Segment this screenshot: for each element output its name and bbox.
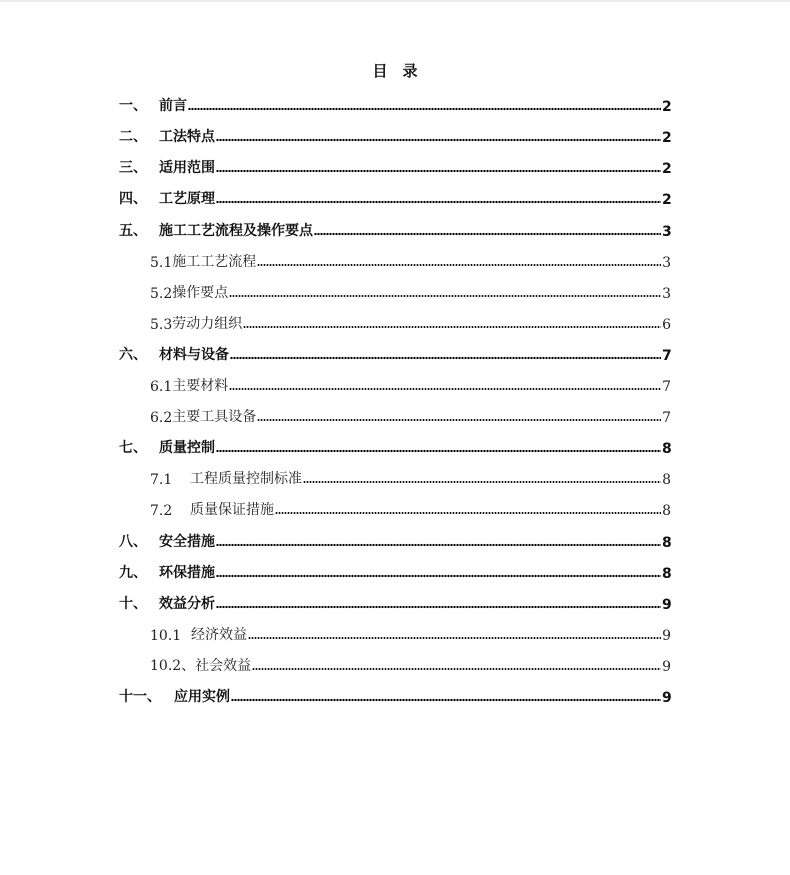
toc-entry-number: 一、 xyxy=(119,98,147,114)
toc-entry-number: 5.1 xyxy=(150,255,173,271)
toc-subentry[interactable] xyxy=(150,655,671,675)
top-border xyxy=(0,0,790,2)
dot-leader xyxy=(257,263,661,267)
toc-entry-page: 2 xyxy=(662,192,672,208)
toc-entry-number: 十一、 xyxy=(119,689,161,705)
toc-entry-title: 社会效益 xyxy=(195,658,252,674)
toc-entry-number: 6.1 xyxy=(150,379,173,395)
toc-entry-title: 工法特点 xyxy=(159,129,215,145)
toc-entry-page: 8 xyxy=(662,535,672,551)
toc-entry-number: 5.3 xyxy=(150,317,173,333)
dot-leader xyxy=(314,232,661,236)
toc-title: 目 录 xyxy=(372,62,418,80)
toc-entry-number: 10.2、 xyxy=(150,658,196,674)
toc-entry-title: 环保措施 xyxy=(159,565,215,581)
toc-entry[interactable] xyxy=(119,437,671,457)
toc-subentry[interactable] xyxy=(150,251,671,271)
toc-entry-title: 前言 xyxy=(159,98,187,114)
toc-entry-page: 2 xyxy=(662,99,672,115)
toc-entry-number: 八、 xyxy=(119,534,147,550)
toc-entry-title: 材料与设备 xyxy=(159,347,229,363)
toc-entry-title: 经济效益 xyxy=(191,627,247,643)
toc-subentry[interactable] xyxy=(150,282,671,302)
toc-entry-number: 七、 xyxy=(119,440,147,456)
dot-leader xyxy=(248,636,661,640)
dot-leader xyxy=(275,511,661,515)
toc-subentry[interactable] xyxy=(150,499,671,519)
dot-leader xyxy=(303,480,661,484)
dot-leader xyxy=(216,605,661,609)
toc-entry-number: 7.1 xyxy=(150,472,173,488)
toc-entry-number: 十、 xyxy=(119,596,147,612)
toc-entry-number: 6.2 xyxy=(150,410,173,426)
dot-leader xyxy=(231,698,661,702)
dot-leader xyxy=(257,418,661,422)
toc-entry-page: 6 xyxy=(662,317,671,333)
toc-entry-number: 二、 xyxy=(119,129,147,145)
toc-entry-page: 9 xyxy=(662,597,672,613)
toc-entry-page: 9 xyxy=(662,659,671,675)
toc-entry-page: 3 xyxy=(662,255,671,271)
toc-entry[interactable] xyxy=(119,344,671,364)
dot-leader xyxy=(229,294,661,298)
toc-entry-page: 2 xyxy=(662,130,672,146)
dot-leader xyxy=(216,200,661,204)
toc-subentry[interactable] xyxy=(150,406,671,426)
toc-entry-number: 五、 xyxy=(119,223,147,239)
toc-entry-title: 质量保证措施 xyxy=(190,502,274,518)
toc-entry[interactable] xyxy=(119,188,671,208)
dot-leader xyxy=(229,387,661,391)
toc-subentry[interactable] xyxy=(150,468,671,488)
toc-entry-title: 安全措施 xyxy=(159,534,215,550)
toc-entry-page: 2 xyxy=(662,161,672,177)
toc-entry[interactable] xyxy=(119,593,671,613)
toc-subentry[interactable] xyxy=(150,624,671,644)
toc-entry-title: 工艺原理 xyxy=(159,191,215,207)
toc-entry-page: 7 xyxy=(662,379,671,395)
toc-entry-title: 适用范围 xyxy=(159,160,215,176)
toc-entry-title: 工程质量控制标准 xyxy=(190,471,302,487)
toc-entry-page: 8 xyxy=(662,472,671,488)
dot-leader xyxy=(188,107,661,111)
toc-entry-title: 劳动力组织 xyxy=(172,316,243,332)
toc-entry-title: 主要材料 xyxy=(172,378,229,394)
toc-entry-number: 四、 xyxy=(119,191,147,207)
toc-subentry[interactable] xyxy=(150,313,671,333)
toc-entry-page: 8 xyxy=(662,566,672,582)
toc-entry-number: 10.1 xyxy=(150,628,182,644)
toc-entry-page: 9 xyxy=(662,628,671,644)
toc-entry-title: 质量控制 xyxy=(159,440,215,456)
toc-entry[interactable] xyxy=(119,531,671,551)
toc-entry-title: 效益分析 xyxy=(159,596,215,612)
dot-leader xyxy=(252,667,661,671)
toc-entry[interactable] xyxy=(119,562,671,582)
toc-entry-number: 5.2 xyxy=(150,286,173,302)
toc-entry-title: 施工工艺流程 xyxy=(172,254,257,270)
dot-leader xyxy=(216,543,661,547)
toc-entry-title: 施工工艺流程及操作要点 xyxy=(159,223,313,239)
toc-entry[interactable] xyxy=(119,95,671,115)
dot-leader xyxy=(216,574,661,578)
toc-entry-page: 3 xyxy=(662,224,672,240)
toc-entry[interactable] xyxy=(119,220,671,240)
toc-entry-page: 8 xyxy=(662,503,671,519)
toc-entry[interactable] xyxy=(119,126,671,146)
toc-entry-number: 三、 xyxy=(119,160,147,176)
toc-entry-page: 9 xyxy=(662,690,672,706)
toc-entry-number: 六、 xyxy=(119,347,147,363)
toc-entry-number: 九、 xyxy=(119,565,147,581)
dot-leader xyxy=(216,449,661,453)
toc-entry-page: 8 xyxy=(662,441,672,457)
toc-entry-page: 7 xyxy=(662,410,671,426)
toc-entry-title: 应用实例 xyxy=(174,689,230,705)
dot-leader xyxy=(216,169,661,173)
dot-leader xyxy=(230,356,661,360)
toc-subentry[interactable] xyxy=(150,375,671,395)
dot-leader xyxy=(243,325,661,329)
toc-entry[interactable] xyxy=(119,157,671,177)
toc-entry-page: 3 xyxy=(662,286,671,302)
toc-entry-page: 7 xyxy=(662,348,672,364)
toc-entry-title: 主要工具设备 xyxy=(172,409,257,425)
toc-entry-title: 操作要点 xyxy=(172,285,229,301)
toc-entry[interactable] xyxy=(119,686,671,706)
dot-leader xyxy=(216,138,661,142)
toc-entry-number: 7.2 xyxy=(150,503,173,519)
